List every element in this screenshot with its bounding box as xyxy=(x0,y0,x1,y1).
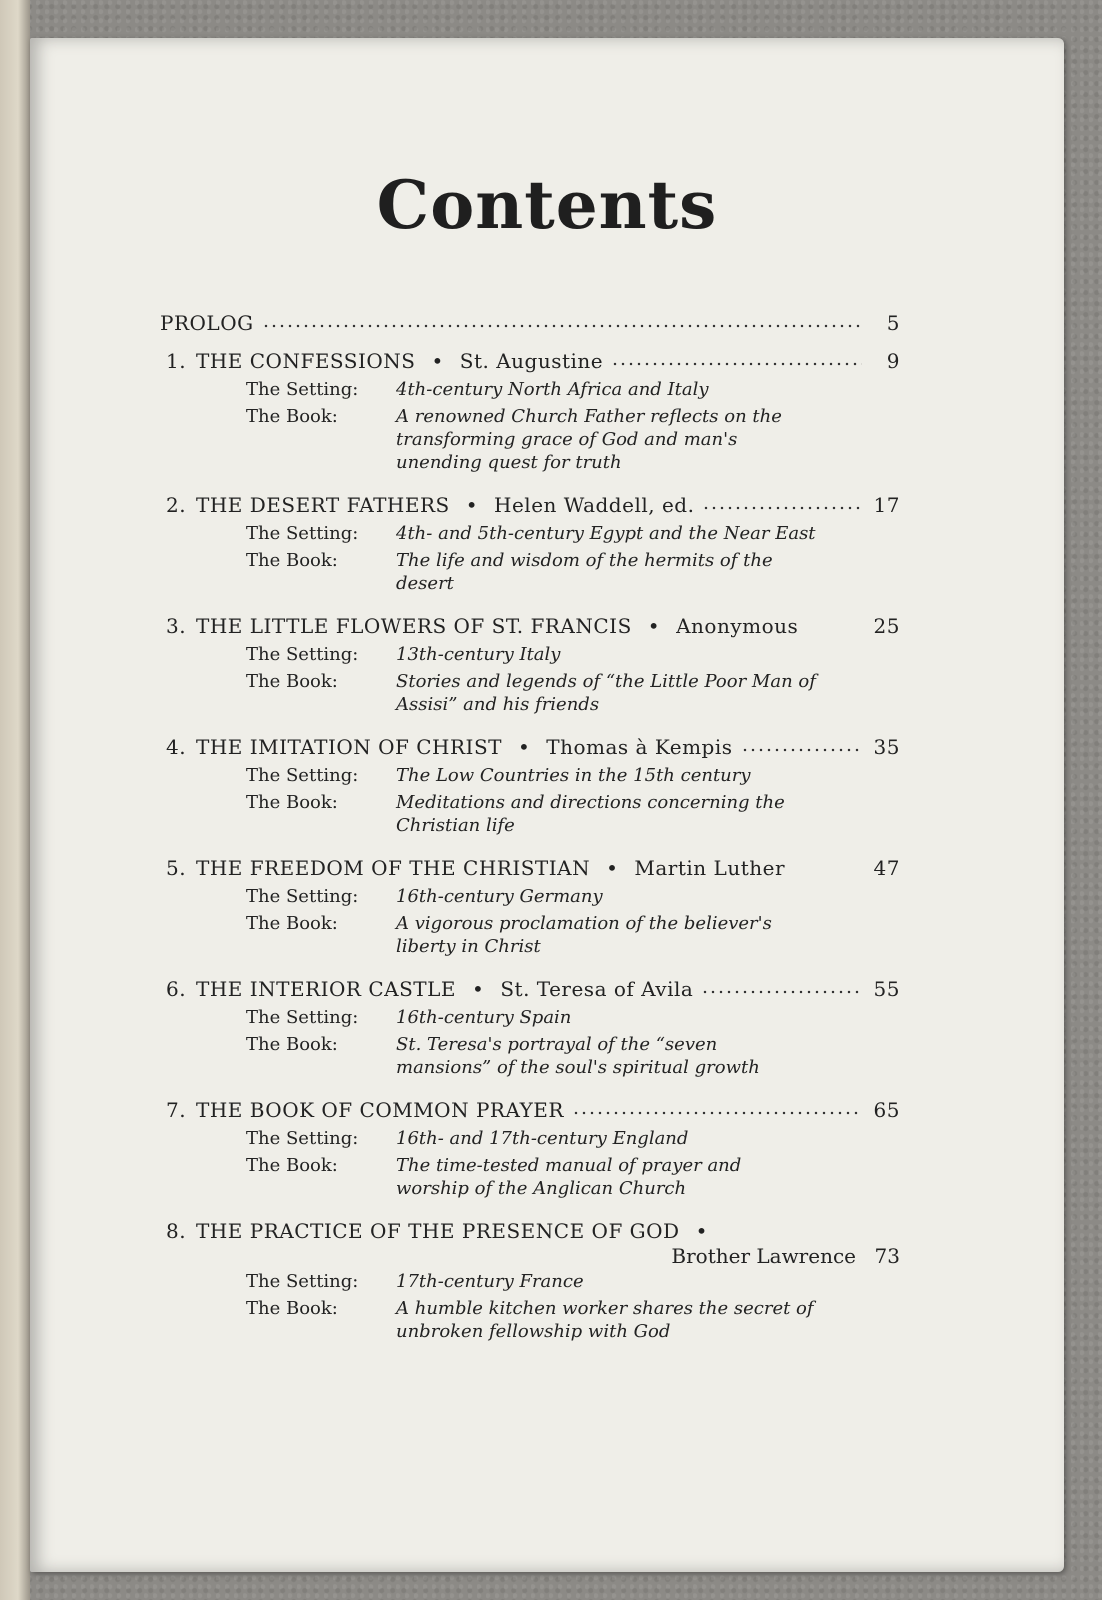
dot-leader xyxy=(702,492,862,512)
bullet-separator: • xyxy=(465,493,479,517)
dot-leader xyxy=(572,1097,862,1117)
entry-page-number: 25 xyxy=(873,614,900,638)
entry-title: THE LITTLE FLOWERS OF ST. FRANCIS xyxy=(196,614,632,638)
toc-entry xyxy=(160,730,900,851)
entry-page-number: 5 xyxy=(886,311,900,335)
dot-leader xyxy=(611,348,862,368)
entry-title: PROLOG xyxy=(160,311,254,335)
entry-title: THE PRACTICE OF THE PRESENCE OF GOD xyxy=(196,1219,680,1243)
book-label: The Book: xyxy=(246,1298,338,1319)
entry-author: St. Augustine xyxy=(459,349,604,373)
setting-label: The Setting: xyxy=(246,1007,359,1028)
entry-number: 7. xyxy=(166,1098,187,1122)
book-label: The Book: xyxy=(246,671,338,692)
entry-number: 1. xyxy=(166,349,187,373)
entry-author: Brother Lawrence xyxy=(671,1244,856,1268)
entry-page-number: 65 xyxy=(873,1098,900,1122)
entry-number: 5. xyxy=(166,856,187,880)
entry-page-number: 9 xyxy=(886,349,900,373)
entry-setting: 16th-century Spain xyxy=(396,1007,572,1028)
setting-label: The Setting: xyxy=(246,886,359,907)
toc-entry-prolog xyxy=(160,306,900,340)
entry-setting: 16th-century Germany xyxy=(396,886,603,907)
entry-page-number: 55 xyxy=(873,977,900,1001)
entry-description: Stories and legends of “the Little Poor Man of Assisi” and his friends xyxy=(396,671,816,715)
entry-author: Thomas à Kempis xyxy=(546,735,733,759)
book-page xyxy=(30,38,1064,1572)
bullet-separator: • xyxy=(647,614,661,638)
book-label: The Book: xyxy=(246,792,338,813)
entry-description: The time-tested manual of prayer and worship of the Anglican Church xyxy=(396,1155,742,1199)
entry-description: A vigorous proclamation of the believer's liberty in Christ xyxy=(396,913,772,957)
bullet-separator: • xyxy=(431,349,444,373)
entry-page-number: 47 xyxy=(873,856,900,880)
entry-number: 3. xyxy=(166,614,187,638)
entry-description: Meditations and directions concerning the Christian life xyxy=(396,792,785,836)
table-of-contents xyxy=(160,306,900,1357)
entry-setting: The Low Countries in the 15th century xyxy=(396,765,751,786)
toc-entry xyxy=(160,1214,900,1357)
entry-title: THE CONFESSIONS xyxy=(196,349,416,373)
setting-label: The Setting: xyxy=(246,1128,359,1149)
entry-number: 6. xyxy=(166,977,187,1001)
entry-description: The life and wisdom of the hermits of the desert xyxy=(396,550,773,594)
entry-setting: 17th-century France xyxy=(396,1271,584,1292)
entry-description: A humble kitchen worker shares the secret of unbroken fellowship with God xyxy=(396,1298,814,1342)
toc-entries xyxy=(160,344,900,1357)
book-label: The Book: xyxy=(246,1155,338,1176)
entry-number: 2. xyxy=(166,493,187,517)
entry-title: THE IMITATION OF CHRIST xyxy=(196,735,502,759)
toc-entry xyxy=(160,488,900,609)
book-label: The Book: xyxy=(246,1034,338,1055)
page-title: Contents xyxy=(376,166,718,244)
book-label: The Book: xyxy=(246,550,338,571)
toc-entry xyxy=(160,851,900,972)
entry-author: St. Teresa of Avila xyxy=(500,977,694,1001)
entry-setting: 16th- and 17th-century England xyxy=(396,1128,689,1149)
entry-number: 8. xyxy=(166,1219,187,1243)
bullet-separator: • xyxy=(517,735,531,759)
setting-label: The Setting: xyxy=(246,765,359,786)
entry-title: THE FREEDOM OF THE CHRISTIAN xyxy=(196,856,591,880)
toc-entry xyxy=(160,1093,900,1214)
setting-label: The Setting: xyxy=(246,379,359,400)
dot-leader xyxy=(701,976,862,996)
setting-label: The Setting: xyxy=(246,644,359,665)
dot-leader xyxy=(262,310,862,330)
entry-title: THE DESERT FATHERS xyxy=(196,493,450,517)
bullet-separator: • xyxy=(606,856,619,880)
entry-title: THE BOOK OF COMMON PRAYER xyxy=(196,1098,564,1122)
entry-author: Martin Luther xyxy=(634,856,786,880)
dot-leader xyxy=(741,734,862,754)
setting-label: The Setting: xyxy=(246,523,359,544)
toc-entry xyxy=(160,972,900,1093)
entry-page-number: 35 xyxy=(873,735,900,759)
bullet-separator: • xyxy=(695,1219,708,1243)
entry-setting: 13th-century Italy xyxy=(396,644,561,665)
entry-title: THE INTERIOR CASTLE xyxy=(196,977,457,1001)
setting-label: The Setting: xyxy=(246,1271,359,1292)
entry-number: 4. xyxy=(166,735,187,759)
book-spine-edge xyxy=(0,0,30,1600)
entry-author: Anonymous xyxy=(676,614,799,638)
entry-description: St. Teresa's portrayal of the “seven mansions” of the soul's spiritual growth xyxy=(396,1034,760,1078)
toc-entry xyxy=(160,609,900,730)
entry-page-number: 73 xyxy=(874,1244,900,1268)
book-label: The Book: xyxy=(246,406,338,427)
entry-page-number: 17 xyxy=(873,493,900,517)
entry-setting: 4th- and 5th-century Egypt and the Near East xyxy=(396,523,816,544)
entry-author: Helen Waddell, ed. xyxy=(494,493,695,517)
entry-description: A renowned Church Father reflects on the transforming grace of God and man's unending quest for truth xyxy=(396,406,782,473)
entry-setting: 4th-century North Africa and Italy xyxy=(396,379,709,400)
toc-entry xyxy=(160,344,900,488)
book-label: The Book: xyxy=(246,913,338,934)
bullet-separator: • xyxy=(472,977,485,1001)
